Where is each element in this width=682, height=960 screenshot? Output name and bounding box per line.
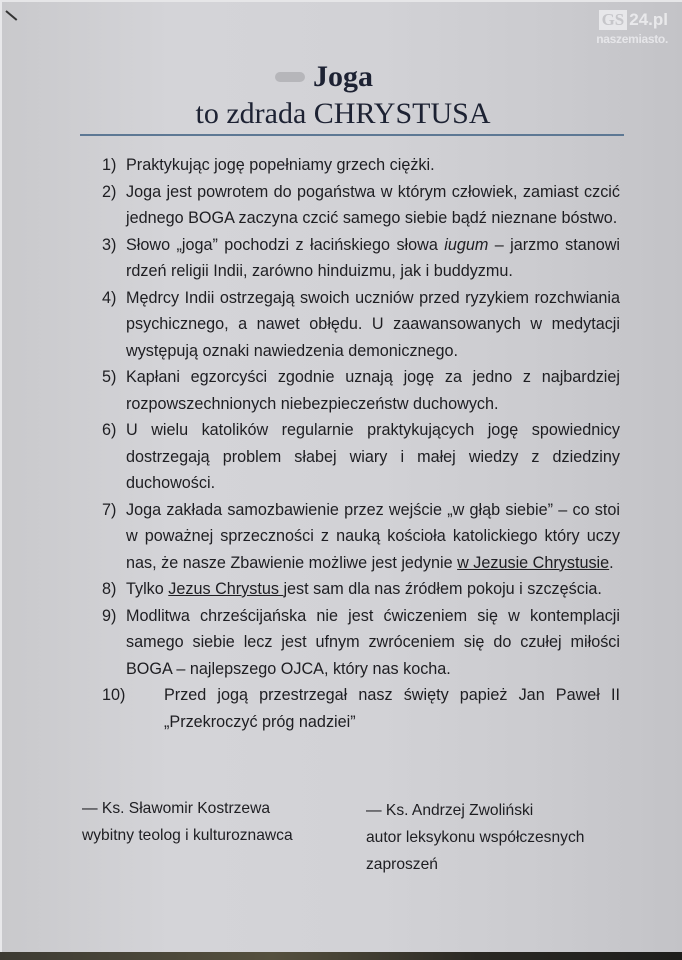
signature-role: autor leksykonu współczesnych zaproszeń — [366, 829, 585, 873]
watermark-brand-box: GS — [599, 10, 628, 30]
list-item — [102, 576, 620, 603]
signature-right — [366, 797, 626, 878]
page-subtitle: to zdrada CHRYSTUSA — [195, 97, 491, 130]
item-text — [126, 576, 620, 603]
list-item — [102, 179, 620, 232]
title-block — [2, 60, 682, 132]
ink-smudge — [275, 72, 305, 82]
gs24-watermark — [596, 10, 668, 46]
staple-mark — [5, 10, 17, 21]
list-item — [102, 497, 620, 577]
list-item — [102, 603, 620, 683]
item-number: 6) — [102, 421, 117, 439]
title-text: Joga — [313, 60, 373, 93]
item-number: 5) — [102, 368, 117, 386]
list-item — [102, 232, 620, 285]
list-item — [102, 285, 620, 365]
title-divider — [80, 134, 624, 136]
page-title — [313, 60, 373, 94]
item-text-part: Joga zakłada samozbawienie przez wejście „w głąb siebie” – co stoi w poważnej sprzeczności z nauką kościoła katolickiego który uczy nas, że nasze Zbawienie możliwe jest jedynie — [126, 500, 620, 572]
item-number: 9) — [102, 606, 117, 625]
item-text: Joga jest powrotem do pogaństwa w którym człowiek, zamiast czcić jednego BOGA zaczyna czcić samego siebie bądź nieznane bóstwo. — [126, 182, 620, 227]
italic-term: iugum — [444, 235, 489, 254]
signature-left — [82, 795, 352, 849]
item-number: 3) — [102, 235, 117, 254]
item-text — [126, 497, 620, 577]
numbered-list — [102, 152, 620, 735]
item-text — [126, 232, 620, 285]
item-text: U wielu katolików regularnie praktykujących jogę spowiednicy dostrzegają problem słabej wiary i małej wiedzy z dziedziny duchowości. — [126, 421, 620, 492]
item-text-part: . — [609, 553, 614, 572]
item-text-part: – jarzmo stanowi rdzeń religii Indii, zarówno hinduizmu, jak i buddyzmu. — [126, 235, 621, 280]
item-text: Modlitwa chrześcijańska nie jest ćwiczeniem się w kontemplacji samego siebie lecz jest ufnym zwróceniem się do czułej miłości BOGA – najlepszego OJCA, który nas kocha. — [126, 606, 620, 678]
signature-role: wybitny teolog i kulturoznawca — [82, 827, 293, 844]
list-item — [102, 152, 620, 179]
item-number: 1) — [102, 156, 117, 174]
signature-name: — Ks. Sławomir Kostrzewa — [82, 800, 271, 817]
item-text: Kapłani egzorcyści zgodnie uznają jogę za jedno z najbardziej rozpowszechnionych niebezpieczeństw duchowych. — [126, 368, 620, 413]
item-number: 8) — [102, 580, 117, 598]
item-text: Praktykując jogę popełniamy grzech ciężki. — [126, 156, 435, 174]
list-item — [102, 417, 620, 497]
item-text-part: Tylko — [126, 580, 169, 598]
item-text: Przed jogą przestrzegał nasz święty papież Jan Paweł II „Przekroczyć próg nadziei” — [164, 686, 620, 731]
watermark-brand-domain: 24.pl — [629, 10, 668, 29]
item-text-part: Słowo „joga” pochodzi z łacińskiego słowa — [126, 235, 445, 254]
underlined-phrase: Jezus Chrystus — [168, 580, 284, 598]
background-surface — [0, 952, 682, 960]
list-item — [102, 364, 620, 417]
signature-name: — Ks. Andrzej Zwoliński — [366, 802, 534, 819]
item-number: 7) — [102, 500, 117, 519]
list-item — [102, 682, 620, 735]
item-number: 4) — [102, 288, 117, 307]
underlined-phrase: w Jezusie Chrystusie — [457, 553, 610, 572]
item-number: 2) — [102, 182, 117, 201]
item-number: 10) — [102, 686, 126, 704]
item-text-part: jest sam dla nas źródłem pokoju i szczęścia. — [283, 580, 602, 598]
item-text: Mędrcy Indii ostrzegają swoich uczniów przed ryzykiem rozchwiania psychicznego, a nawet obłędu. U zaawansowanych w medytacji występują oznaki nawiedzenia demonicznego. — [126, 288, 620, 360]
watermark-network: naszemiasto. — [596, 32, 668, 46]
